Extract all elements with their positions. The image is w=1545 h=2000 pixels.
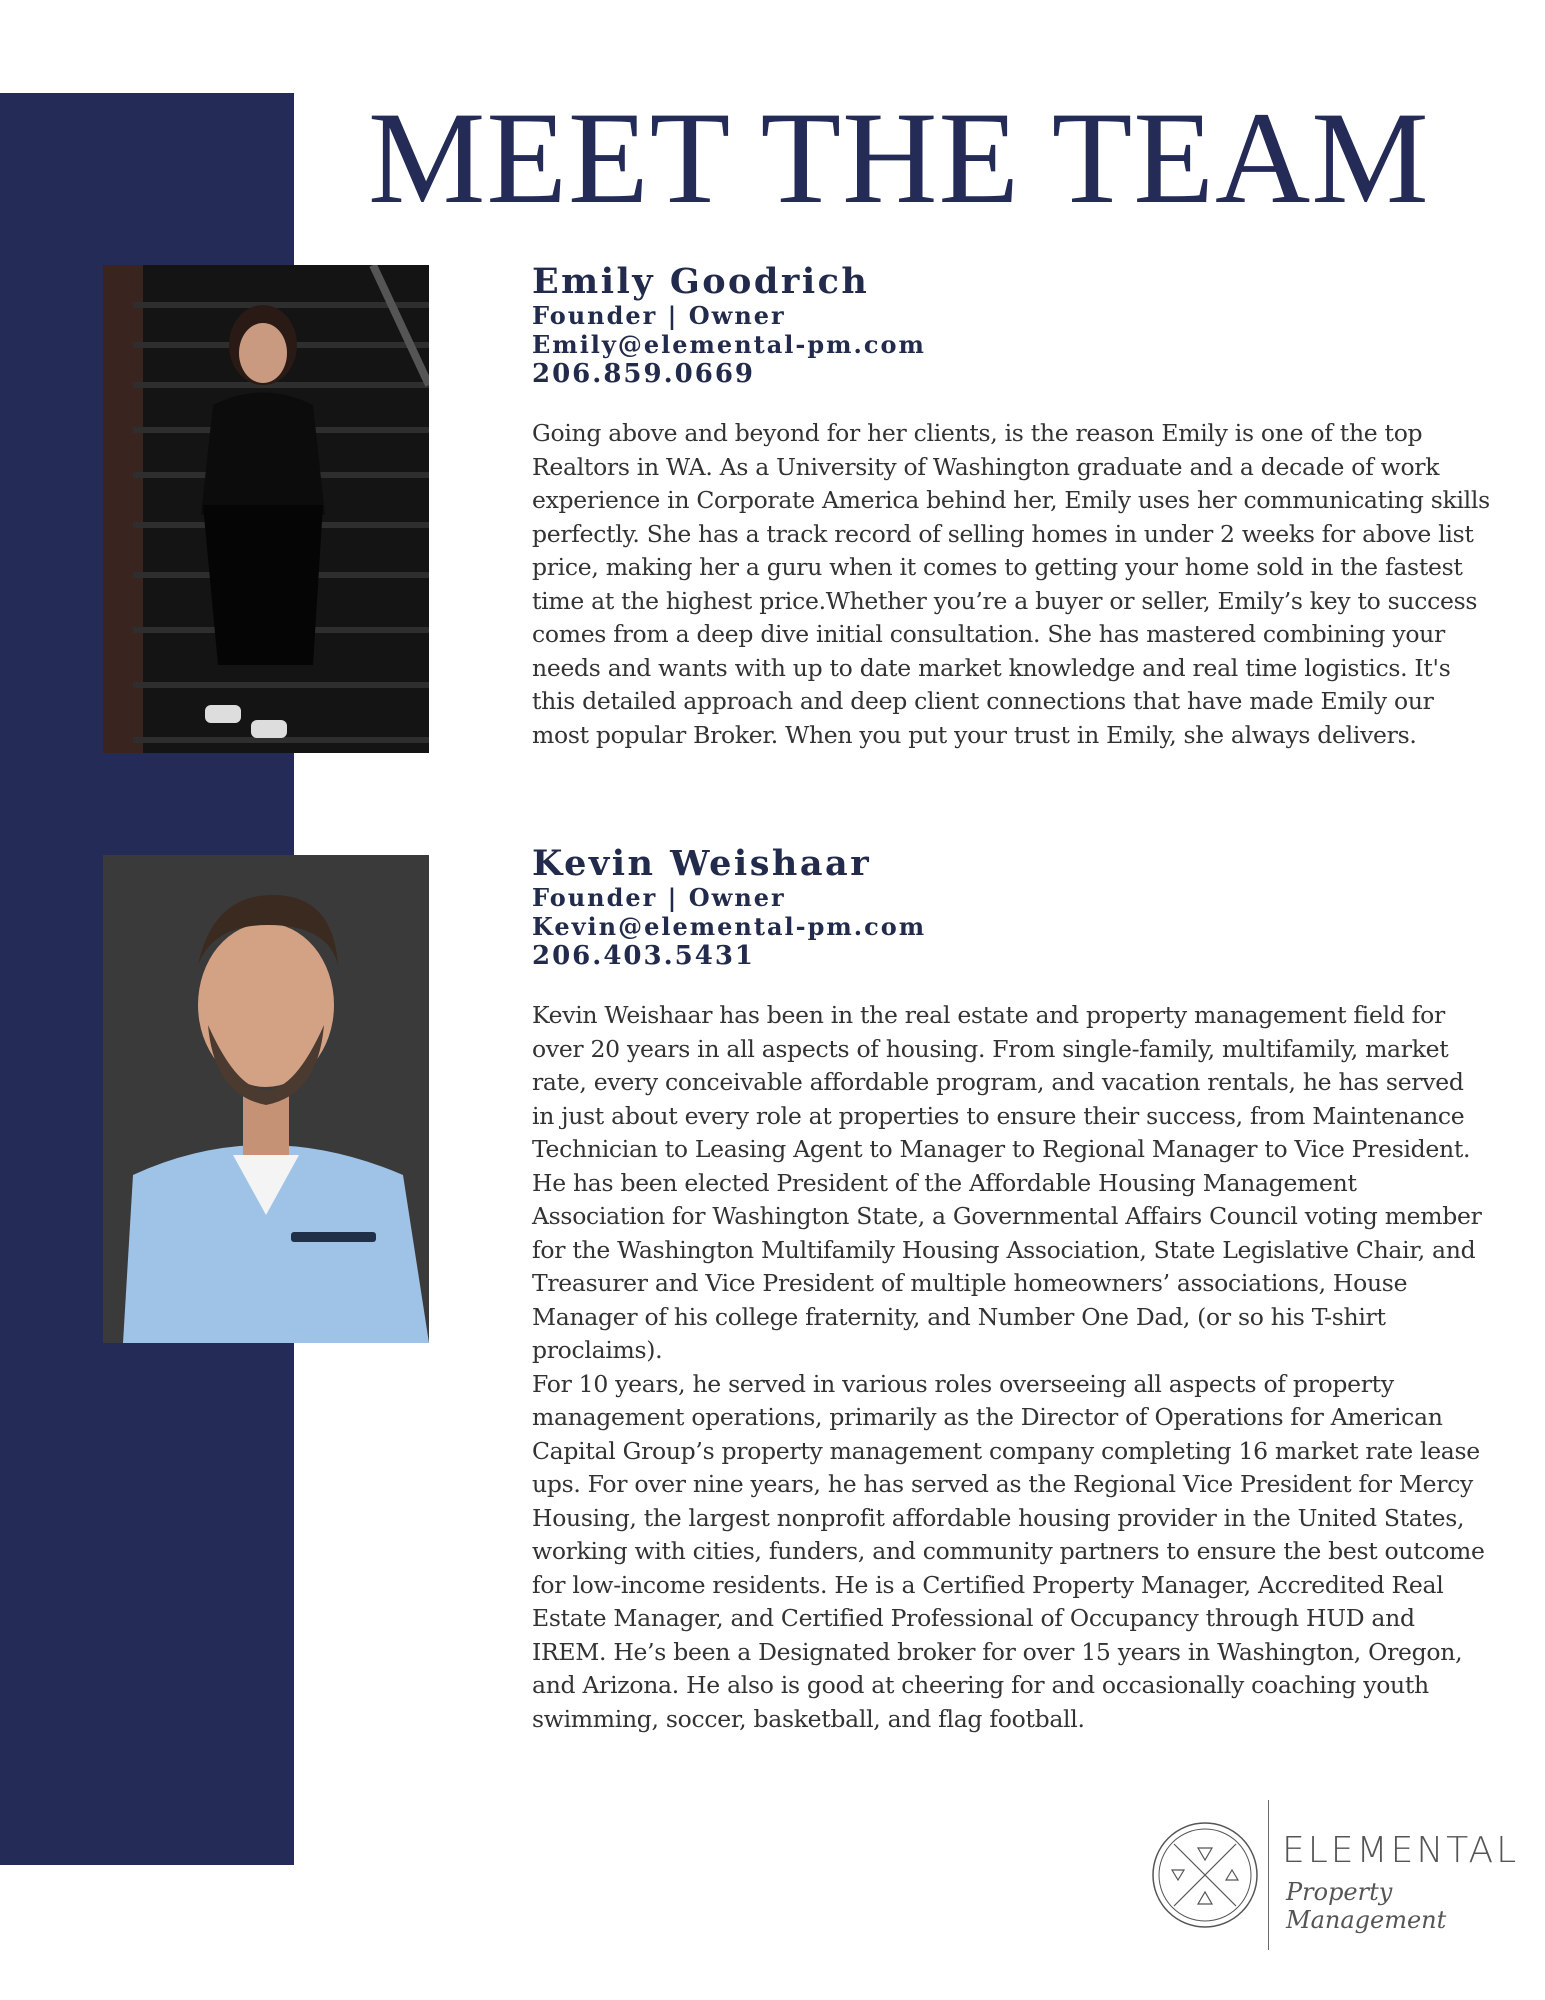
member-email[interactable]: Kevin@elemental-pm.com [532,912,927,941]
company-logo [1150,1800,1520,1950]
logo-wordmark: ELEMENTAL [1282,1830,1520,1871]
bio-paragraph: Kevin Weishaar has been in the real estate and property management field for over 20 years in all aspects of housing. From single-family, multifamily, market rate, every conceivable affordable program, and vacation rentals, he has served in just about every role at properties to ensure their success, from Maintenance Technician to Leasing Agent to Manager to Regional Manager to Vice President. He has been elected President of the Affordable Housing Management Association for Washington State, a Governmental Affairs Council voting member for the Washington Multifamily Housing Association, State Legislative Chair, and Treasurer and Vice President of multiple homeowners’ associations, House Manager of his college fraternity, and Number One Dad, (or so his T-shirt proclaims). [532,1001,1482,1364]
member-phone[interactable]: 206.859.0669 [532,359,756,389]
bio-paragraph: Going above and beyond for her clients, is the reason Emily is one of the top Realtors in WA. As a University of Washington graduate and a decade of work experience in Corporate America behind her, Emily uses her communicating skills perfectly. She has a track record of selling homes in under 2 weeks for above list price, making her a guru when it comes to getting your home sold in the fastest time at the highest price.Whether you’re a buyer or seller, Emily’s key to success comes from a deep dive initial consultation. She has mastered combining your needs and wants with up to date market knowledge and real time logistics. It's this detailed approach and deep client connections that have made Emily our most popular Broker. When you put your trust in Emily, she always delivers. [532,419,1490,749]
member-name: Kevin Weishaar [532,843,872,884]
emily-photo [103,265,429,753]
bio-paragraph: For 10 years, he served in various roles overseeing all aspects of property management operations, primarily as the Director of Operations for American Capital Group’s property management company completing 16 market rate lease ups. For over nine years, he has served as the Regional Vice President for Mercy Housing, the largest nonprofit affordable housing provider in the United States, working with cities, funders, and community partners to ensure the best outcome for low-income residents. He is a Certified Property Manager, Accredited Real Estate Manager, and Certified Professional of Occupancy through HUD and IREM. He’s been a Designated broker for over 15 years in Washington, Oregon, and Arizona. He also is good at cheering for and occasionally coaching youth swimming, soccer, basketball, and flag football. [532,1369,1485,1733]
member-name: Emily Goodrich [532,261,870,302]
member-phone[interactable]: 206.403.5431 [532,941,756,971]
team-member-emily [532,263,1492,752]
team-member-kevin [532,845,1492,1736]
member-role: Founder | Owner [532,883,786,912]
page-title: MEET THE TEAM [368,84,1430,231]
logo-divider [1268,1800,1269,1950]
member-bio [532,999,1492,1736]
member-role: Founder | Owner [532,301,786,330]
member-bio [532,417,1492,752]
kevin-photo [103,855,429,1343]
elemental-emblem-icon [1150,1820,1260,1930]
member-email[interactable]: Emily@elemental-pm.com [532,330,926,359]
logo-tagline: Property Management [1286,1878,1447,1934]
